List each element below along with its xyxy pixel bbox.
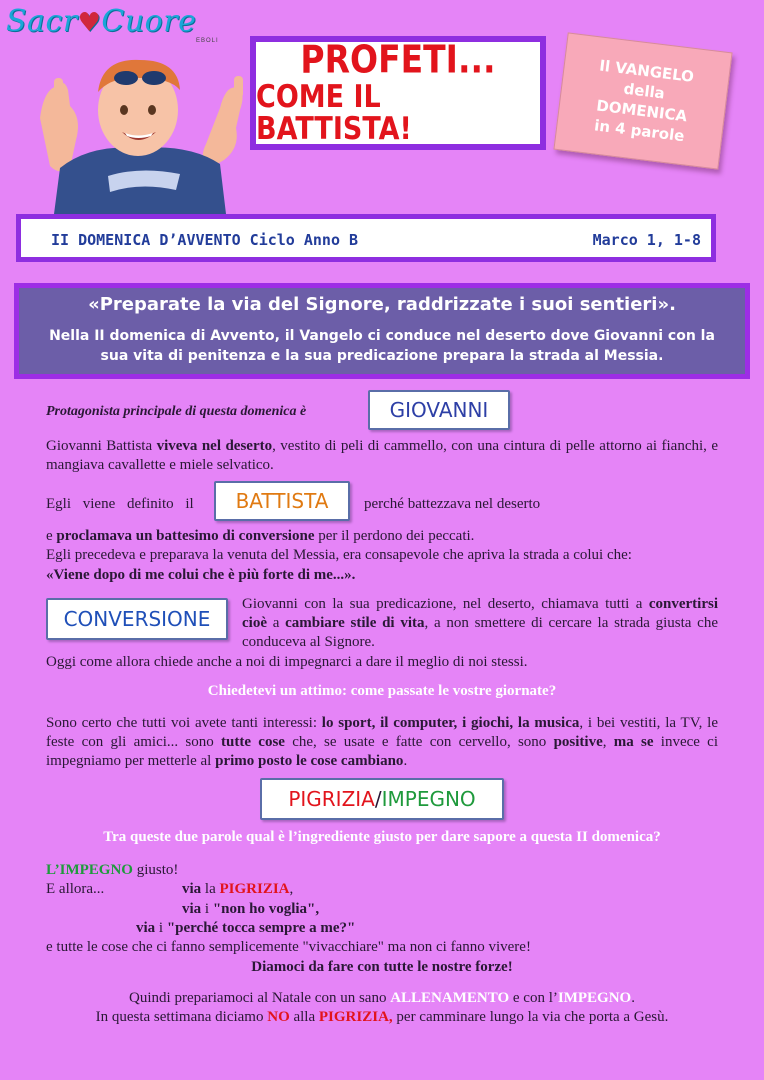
quindi-3: e con l’	[509, 990, 558, 1006]
via-1: via	[182, 881, 202, 897]
settimana-5: per camminare lungo la via che porta a Gesù.	[392, 1009, 669, 1025]
keyword-pigrizia-impegno	[260, 778, 504, 820]
e-allora: E allora...	[46, 881, 105, 897]
settimana-3: alla	[289, 1009, 319, 1025]
keyword-conversione: CONVERSIONE	[46, 598, 228, 640]
oggi-paragraph: Oggi come allora chiede anche a noi di impegnarci a dare il meglio di noi stessi.	[46, 654, 528, 670]
logo-text-2: Cuore	[101, 4, 197, 39]
interessi-2: lo sport, il computer, i giochi, la musica	[321, 715, 580, 731]
via-1-pigrizia: PIGRIZIA	[219, 881, 290, 897]
interessi-3: , i bei vestiti, la TV, le feste con gli amici... sono	[46, 715, 718, 750]
banner-text: Nella II domenica di Avvento, il Vangelo ci conduce nel deserto dove Giovanni con la sua vita di penitenza e la sua predicazione prepara la strada al Messia.	[49, 328, 715, 365]
via-3: via	[136, 920, 156, 936]
interessi-6: positive	[553, 734, 603, 750]
chiedetevi-question: Chiedetevi un attimo: come passate le vostre giornate?	[207, 683, 557, 699]
via-tocca-line	[136, 919, 355, 938]
logo-subtitle: EBOLI	[196, 38, 219, 44]
quindi-impegno: IMPEGNO	[557, 990, 632, 1006]
giovanni-name: Giovanni Battista	[46, 438, 153, 454]
via-2-text: "non ho voglia",	[212, 901, 320, 917]
proclamava-paragraph	[46, 527, 718, 546]
sticky-note	[553, 32, 732, 169]
interessi-1: Sono certo che tutti voi avete tanti interessi:	[46, 715, 322, 731]
note-line-4: in 4 parole	[593, 116, 686, 146]
battista-pre: Egli viene definito il	[46, 496, 194, 512]
interessi-5: che, se usate e fatte con cervello, sono	[284, 734, 554, 750]
child-thumbs-up-image	[30, 48, 250, 214]
keyword-slash: /	[374, 787, 382, 811]
proclamava-start: e	[46, 528, 57, 544]
liturgical-day: II DOMENICA D’AVVENTO Ciclo Anno B	[51, 231, 359, 249]
viene-dopo-quote: «Viene dopo di me colui che è più forte di me...».	[46, 567, 356, 583]
conversione-paragraph	[242, 595, 718, 652]
via-voglia-line	[182, 900, 319, 919]
conv-text-2: a	[266, 615, 286, 631]
keyword-pigrizia: PIGRIZIA	[288, 787, 375, 811]
note-line-2: della	[622, 79, 666, 103]
via-1-article: la	[201, 881, 220, 897]
conv-bold-1: convertirsi cioè	[242, 596, 718, 631]
protagonista-label: Protagonista principale di questa domenica è	[46, 404, 307, 419]
interessi-4: tutte cose	[221, 734, 285, 750]
conv-text-3: , a non smettere di cercare la strada giusta che conduceva al Signore.	[242, 615, 718, 650]
via-pigrizia-line	[182, 880, 293, 899]
quindi-line	[0, 989, 764, 1008]
interessi-9: invece ci impegniamo per metterle al	[46, 734, 719, 769]
note-line-3: DOMENICA	[595, 96, 689, 126]
gospel-reference: Marco 1, 1-8	[592, 231, 701, 249]
tra-queste-question: Tra queste due parole qual è l’ingrediente giusto per dare sapore a questa II domenica?	[103, 829, 661, 845]
settimana-pigrizia: PIGRIZIA,	[318, 1009, 393, 1025]
heart-icon: ♥	[77, 8, 102, 38]
settimana-no: NO	[267, 1009, 290, 1025]
via-2: via	[182, 901, 202, 917]
title-box	[250, 36, 546, 150]
via-3-article: i	[155, 920, 167, 936]
impegno-answer	[46, 861, 178, 880]
giovanni-paragraph	[46, 437, 718, 475]
title-line-2: COME IL BATTISTA!	[256, 79, 412, 148]
diamoci-line: Diamoci da fare con tutte le nostre forze!	[251, 959, 513, 975]
conv-text-1: Giovanni con la sua predicazione, nel deserto, chiamava tutti a	[242, 596, 649, 612]
interessi-10: primo posto le cose cambiano	[215, 753, 404, 769]
settimana-line	[0, 1008, 764, 1027]
quindi-1: Quindi prepariamoci al Natale con un sano	[129, 990, 391, 1006]
battista-post: perché battezzava nel deserto	[364, 496, 541, 512]
proclamava-bold: proclamava un battesimo di conversione	[56, 528, 315, 544]
giusto-word: giusto!	[132, 862, 179, 878]
interessi-paragraph	[46, 714, 718, 771]
proclamava-end: per il perdono dei peccati.	[314, 528, 475, 544]
quote-banner	[14, 283, 750, 379]
interessi-11: .	[403, 753, 408, 769]
banner-quote: «Preparate la via del Signore, raddrizzate i suoi sentieri».	[88, 294, 676, 315]
keyword-impegno: IMPEGNO	[381, 787, 476, 811]
title-line-1: PROFETI...	[300, 37, 496, 83]
giovanni-desert: viveva nel deserto	[156, 438, 273, 454]
giovanni-rest: , vestito di peli di cammello, con una cintura di pelle attorno ai fianchi, e mangiava cavallette e miele selvatico.	[46, 438, 719, 473]
via-1-comma: ,	[289, 881, 294, 897]
keyword-battista: BATTISTA	[214, 481, 350, 521]
impegno-word: L’IMPEGNO	[46, 862, 133, 878]
quindi-5: .	[631, 990, 635, 1006]
keyword-giovanni: GIOVANNI	[368, 390, 510, 430]
interessi-8: ma se	[613, 734, 654, 750]
info-bar	[16, 214, 716, 262]
tutte-cose-line: e tutte le cose che ci fanno semplicemente "vivacchiare" ma non ci fanno vivere!	[46, 939, 531, 955]
note-line-1: Il VANGELO	[598, 56, 695, 86]
conv-bold-2: cambiare stile di vita	[285, 615, 425, 631]
settimana-1: In questa settimana diciamo	[95, 1009, 268, 1025]
via-3-text: "perché tocca sempre a me?"	[166, 920, 356, 936]
logo-text-1: Sacr	[6, 4, 78, 39]
interessi-7: ,	[602, 734, 614, 750]
via-2-article: i	[201, 901, 213, 917]
quindi-allenamento: ALLENAMENTO	[390, 990, 510, 1006]
precedeva-paragraph: Egli precedeva e preparava la venuta del Messia, era consapevole che apriva la strada a colui che:	[46, 547, 632, 563]
